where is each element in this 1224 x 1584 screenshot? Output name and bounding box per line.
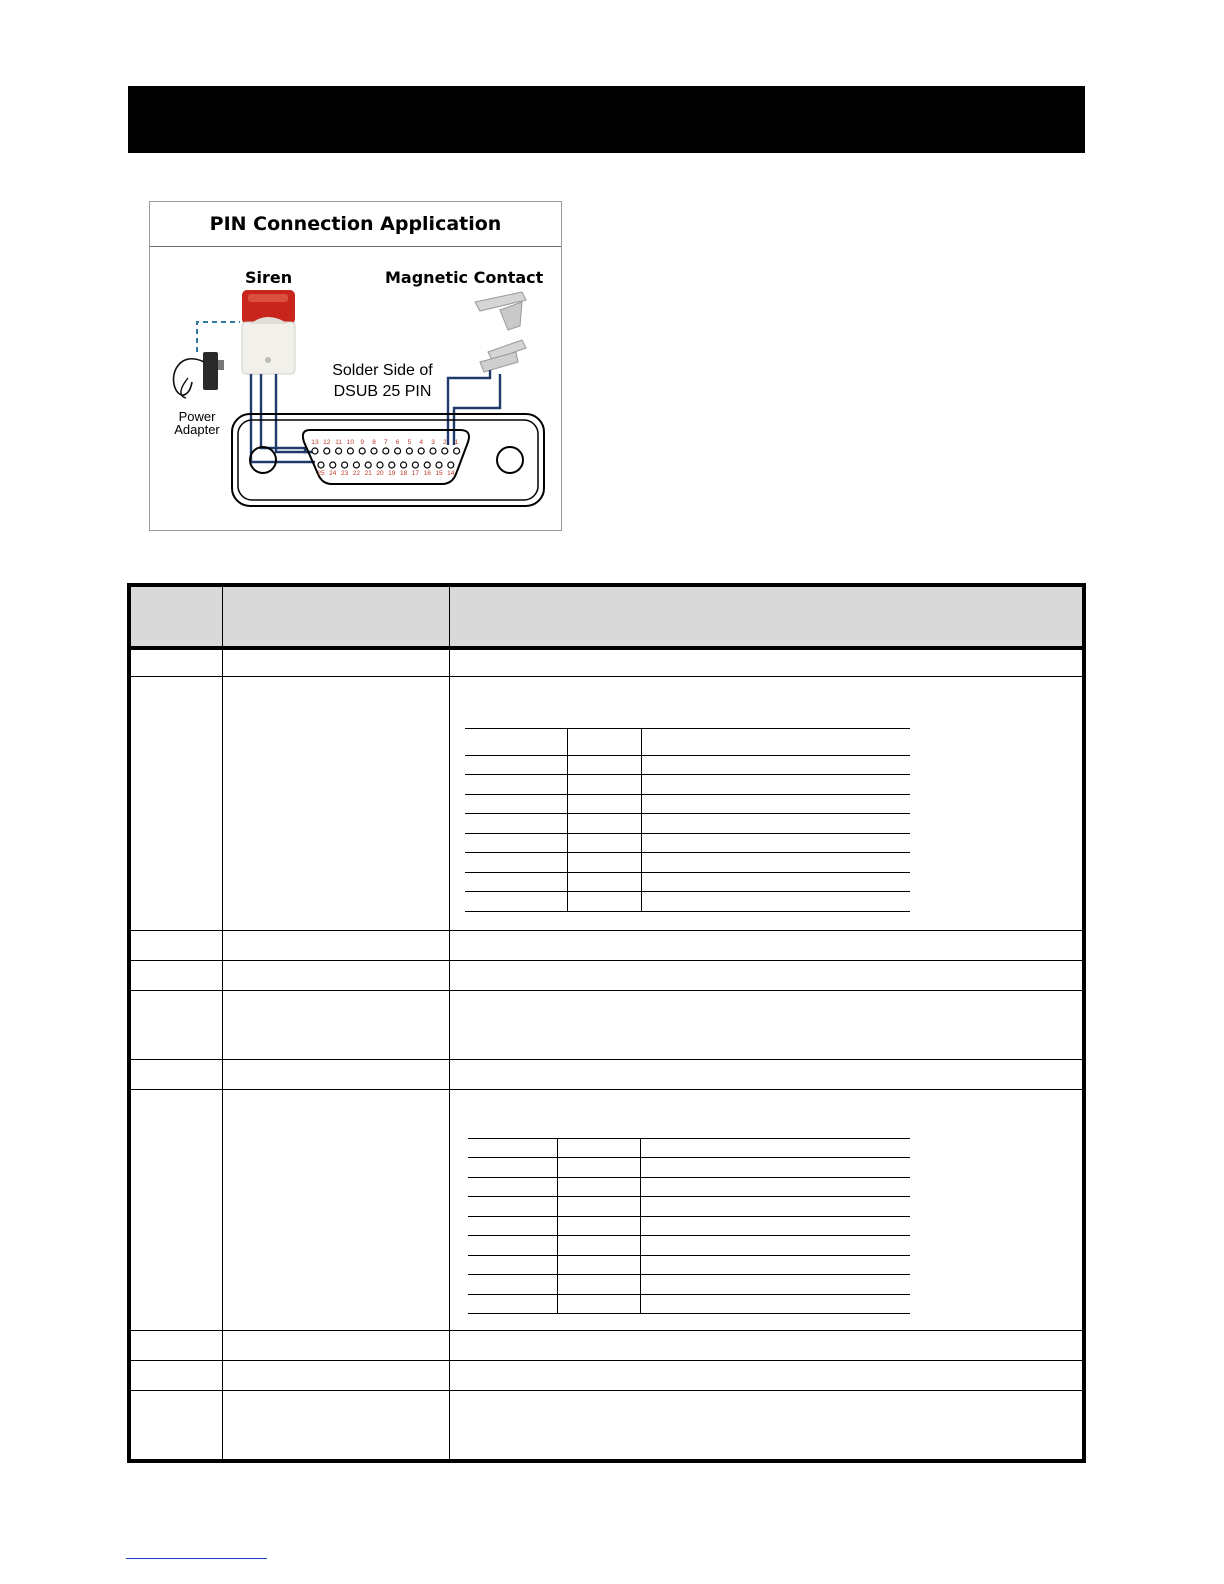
pin-number-label: 20 (376, 470, 384, 477)
table-row-divider (131, 1390, 1082, 1391)
pin-number-label: 6 (395, 439, 400, 446)
table-column-divider (449, 587, 450, 1459)
magnetic-contact-icon (475, 292, 526, 372)
pin-number-label: 7 (383, 439, 388, 446)
pin-number-label: 21 (364, 470, 372, 477)
pin-connection-diagram (149, 201, 562, 531)
siren-label: Siren (245, 268, 293, 287)
pin-hole (359, 448, 365, 454)
pin-number-label: 9 (360, 439, 365, 446)
table-header-cell-description (450, 587, 1082, 648)
pin-hole (442, 448, 448, 454)
pin-hole (371, 448, 377, 454)
pin-holes (312, 448, 460, 468)
pin-hole (324, 448, 330, 454)
power-adapter-icon (174, 352, 224, 398)
pin-number-labels (311, 439, 458, 477)
pin-hole (412, 462, 418, 468)
nested-table-upper (465, 728, 910, 917)
pin-number-label: 22 (352, 470, 361, 477)
table-header-divider (131, 646, 1082, 650)
pin-hole (424, 462, 430, 468)
pin-number-label: 19 (388, 470, 396, 477)
siren-icon (242, 290, 295, 374)
pin-hole (436, 462, 442, 468)
pin-number-label: 2 (442, 439, 447, 446)
pin-number-label: 1 (454, 439, 459, 446)
dsub-connector (232, 414, 544, 506)
pin-hole (342, 462, 348, 468)
pin-hole (454, 448, 460, 454)
pin-number-label: 16 (423, 470, 431, 477)
pin-hole (318, 462, 324, 468)
pin-hole (330, 462, 336, 468)
table-row-divider (131, 1059, 1082, 1060)
solder-label-line2: DSUB 25 PIN (333, 383, 432, 400)
pin-number-label: 5 (407, 439, 412, 446)
pin-number-label: 18 (399, 470, 408, 477)
table-column-divider (222, 587, 223, 1459)
pin-hole (395, 448, 401, 454)
footer-link-underline[interactable] (126, 1558, 267, 1559)
nested-table-lower (468, 1138, 910, 1320)
table-row-divider (131, 1360, 1082, 1361)
pin-number-label: 8 (372, 439, 376, 446)
power-adapter-label (170, 410, 224, 436)
table-row-divider (131, 1089, 1082, 1090)
solder-side-label (320, 360, 445, 402)
pin-hole (448, 462, 454, 468)
pin-hole (312, 448, 318, 454)
pin-number-label: 11 (335, 439, 342, 446)
pin-number-label: 13 (311, 439, 319, 446)
solder-label-line1: Solder Side of (332, 362, 433, 379)
pin-number-label: 12 (323, 439, 331, 446)
table-row-divider (131, 676, 1082, 677)
power-label-line2: Adapter (174, 422, 220, 437)
pin-number-label: 25 (317, 470, 325, 477)
table-row-divider (131, 960, 1082, 961)
pin-number-label: 24 (329, 470, 337, 477)
pin-number-label: 23 (340, 470, 349, 477)
power-label-line1: Power (178, 409, 216, 424)
pin-number-label: 4 (419, 439, 424, 446)
table-row-divider (131, 930, 1082, 931)
magnetic-contact-label: Magnetic Contact (385, 268, 544, 287)
table-header-cell-pin (131, 587, 222, 648)
diagram-title: PIN Connection Application (150, 202, 561, 247)
pin-hole (347, 448, 353, 454)
pin-hole (389, 462, 395, 468)
pin-number-label: 14 (447, 470, 455, 477)
pin-definition-table (127, 583, 1086, 1463)
pin-hole (401, 462, 407, 468)
section-header-bar (128, 86, 1085, 153)
power-cable-dashed (197, 322, 240, 352)
pin-hole (430, 448, 436, 454)
pin-hole (383, 448, 389, 454)
table-row-divider (131, 1330, 1082, 1331)
pin-hole (406, 448, 412, 454)
table-row-divider (131, 990, 1082, 991)
pin-hole (353, 462, 359, 468)
pin-number-label: 3 (431, 439, 435, 446)
pin-hole (418, 448, 424, 454)
pin-number-label: 10 (346, 439, 355, 446)
pin-hole (365, 462, 371, 468)
pin-hole (377, 462, 383, 468)
pin-number-label: 15 (435, 470, 443, 477)
table-header-cell-name (223, 587, 449, 648)
pin-hole (336, 448, 342, 454)
pin-number-label: 17 (411, 470, 420, 477)
